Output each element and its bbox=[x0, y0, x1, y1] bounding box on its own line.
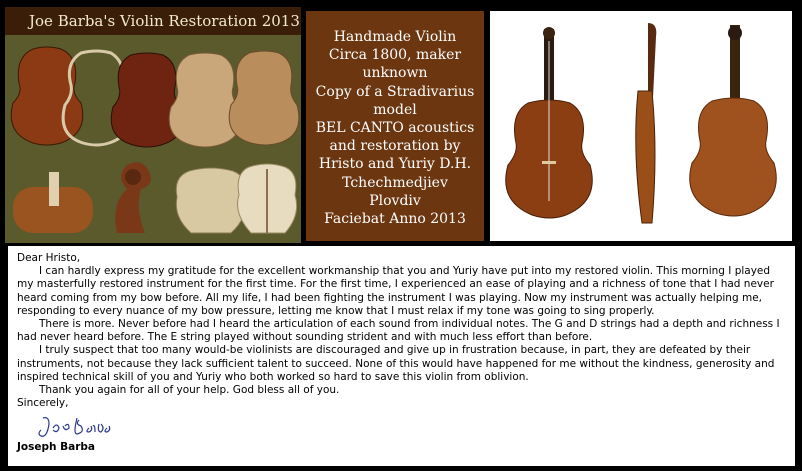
description-line: Copy of a Stradivarius bbox=[315, 83, 475, 100]
description-line: Circa 1800, maker bbox=[328, 47, 462, 64]
violin-front-photo bbox=[111, 53, 183, 147]
violin-inside-photo bbox=[238, 164, 297, 233]
description-line: model bbox=[373, 101, 417, 118]
handwritten-signature bbox=[37, 414, 786, 440]
letter-salutation: Dear Hristo, bbox=[17, 252, 81, 264]
violin-description-panel bbox=[306, 11, 484, 241]
letter-closing: Sincerely, bbox=[17, 397, 69, 410]
violin-side-view bbox=[636, 23, 657, 223]
violin-top-plate-photo bbox=[176, 168, 246, 233]
description-line: Faciebat Anno 2013 bbox=[324, 211, 466, 228]
violin-top-raw-photo bbox=[169, 53, 241, 147]
letter-signatory-name: Joseph Barba bbox=[17, 441, 96, 454]
collage-photos bbox=[5, 7, 301, 243]
letter-paragraph: I can hardly express my gratitude for the excellent workmanship that you and Yuriy have put into my restored violin. This morning I played my masterfully restored instrument for the first time. For the first time, I experienced an ease of playing and a richness of tone that I had never heard coming from my bow before. All my life, I had been fighting the instrument I was playing. Now my instrument was actually helping me, responding to every nuance of my bow pressure, letting me know that I must relax if my tone was going to sing properly. bbox=[17, 265, 774, 317]
description-line: Plovdiv bbox=[369, 192, 421, 209]
letter-paragraph: Thank you again for all of your help. God bless all of you. bbox=[39, 384, 340, 397]
violin-top-inside-photo bbox=[229, 51, 299, 145]
signature-image bbox=[37, 414, 117, 440]
scroll-photo bbox=[115, 162, 150, 233]
description-line: and restoration by bbox=[329, 138, 461, 155]
letter-paragraph: I truly suspect that too many would-be violinists are discouraged and give up in frustration because, in part, they are defeated by their instruments, not because they lack sufficient talent to succeed. None of this would have happened for me without the kindness, generosity and inspired technical skill of you and Yuriy who both worked so hard to save this violin from oblivion. bbox=[17, 344, 775, 383]
collage-title: Joe Barba's Violin Restoration 2013 bbox=[5, 7, 301, 35]
description-line: BEL CANTO acoustics bbox=[315, 120, 475, 137]
thank-you-letter bbox=[8, 246, 795, 466]
restoration-collage bbox=[5, 7, 301, 243]
violin-back-view bbox=[690, 25, 777, 216]
description-line: Handmade Violin bbox=[333, 29, 457, 45]
violin-detail-photo bbox=[13, 172, 93, 233]
letter-paragraph: There is more. Never before had I heard the articulation of each sound from individual notes. The G and D strings had a depth and richness I had never heard before. The E string played without sounding strident and with much less effort than before. bbox=[17, 318, 780, 344]
description-line: Tchechmedjiev bbox=[342, 174, 448, 191]
violin-views bbox=[490, 11, 792, 241]
finished-violin-photos bbox=[490, 11, 792, 241]
description-line: Hristo and Yuriy D.H. bbox=[318, 156, 472, 173]
description-line: unknown bbox=[362, 65, 428, 82]
violin-front-view bbox=[506, 27, 593, 218]
